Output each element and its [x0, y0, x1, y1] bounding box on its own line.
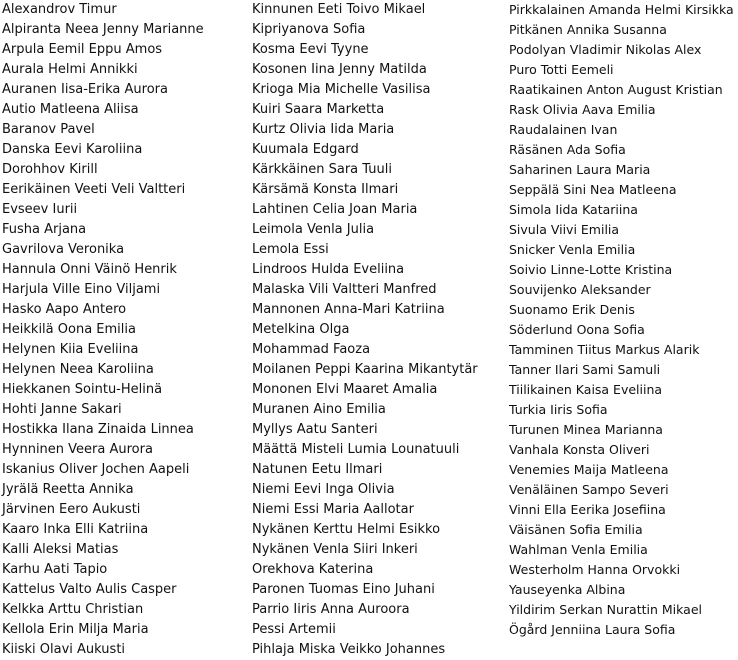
person-name: Kuumala Edgard: [252, 142, 359, 157]
person-name: Niemi Essi Maria Aallotar: [252, 502, 414, 517]
person-name: Nykänen Venla Siiri Inkeri: [252, 542, 418, 557]
person-name: Parrio Iiris Anna Auroora: [252, 602, 410, 617]
person-name: Hohti Janne Sakari: [2, 402, 122, 417]
person-name: Raatikainen Anton August Kristian: [509, 82, 723, 97]
person-name: Arpula Eemil Eppu Amos: [2, 42, 163, 57]
person-name: Kipriyanova Sofia: [252, 22, 366, 37]
person-name: Hannula Onni Väinö Henrik: [2, 262, 177, 277]
person-name: Hasko Aapo Antero: [2, 302, 127, 317]
name-column-2: [252, 0, 478, 660]
person-name: Kurtz Olivia Iida Maria: [252, 122, 395, 137]
person-name: Tiilikainen Kaisa Eveliina: [509, 382, 663, 397]
person-name: Paronen Tuomas Eino Juhani: [252, 582, 435, 597]
person-name: Leimola Venla Julia: [252, 222, 375, 237]
person-name: Fusha Arjana: [2, 222, 87, 237]
person-name: Souvijenko Aleksander: [509, 282, 651, 297]
person-name: Pirkkalainen Amanda Helmi Kirsikka: [509, 2, 734, 17]
person-name: Harjula Ville Eino Viljami: [2, 282, 161, 297]
person-name: Orekhova Katerina: [252, 562, 374, 577]
person-name: Kattelus Valto Aulis Casper: [2, 582, 177, 597]
person-name: Helynen Neea Karoliina: [2, 362, 154, 377]
person-name: Autio Matleena Aliisa: [2, 102, 139, 117]
person-name: Hynninen Veera Aurora: [2, 442, 153, 457]
person-name: Heikkilä Oona Emilia: [2, 322, 136, 337]
person-name: Muranen Aino Emilia: [252, 402, 386, 417]
person-name: Kiiski Olavi Aukusti: [2, 642, 126, 657]
person-name: Turkia Iiris Sofia: [509, 402, 608, 417]
person-name: Tamminen Tiitus Markus Alarik: [509, 342, 700, 357]
person-name: Moilanen Peppi Kaarina Mikantytär: [252, 362, 478, 377]
person-name: Lahtinen Celia Joan Maria: [252, 202, 418, 217]
person-name: Karhu Aati Tapio: [2, 562, 108, 577]
person-name: Auranen Iisa-Erika Aurora: [2, 82, 168, 97]
person-name: Järvinen Eero Aukusti: [2, 502, 141, 517]
person-name: Kärsämä Konsta Ilmari: [252, 182, 399, 197]
person-name: Vinni Ella Eerika Josefiina: [509, 502, 666, 517]
name-column-3: [509, 0, 734, 640]
person-name: Yauseyenka Albina: [509, 582, 626, 597]
person-name: Pihlaja Miska Veikko Johannes: [252, 642, 446, 657]
person-name: Lemola Essi: [252, 242, 329, 257]
person-name: Nykänen Kerttu Helmi Esikko: [252, 522, 441, 537]
person-name: Gavrilova Veronika: [2, 242, 125, 257]
person-name: Myllys Aatu Santeri: [252, 422, 378, 437]
person-name: Snicker Venla Emilia: [509, 242, 636, 257]
person-name: Mannonen Anna-Mari Katriina: [252, 302, 445, 317]
person-name: Venemies Maija Matleena: [509, 462, 669, 477]
person-name: Väisänen Sofia Emilia: [509, 522, 643, 537]
person-name: Söderlund Oona Sofia: [509, 322, 645, 337]
person-name: Alexandrov Timur: [2, 2, 117, 17]
person-name: Baranov Pavel: [2, 122, 95, 137]
person-name: Vanhala Konsta Oliveri: [509, 442, 650, 457]
person-name: Jyrälä Reetta Annika: [2, 482, 134, 497]
person-name: Malaska Vili Valtteri Manfred: [252, 282, 437, 297]
person-name: Kellola Erin Milja Maria: [2, 622, 149, 637]
person-name: Raudalainen Ivan: [509, 122, 618, 137]
person-name: Podolyan Vladimir Nikolas Alex: [509, 42, 702, 57]
person-name: Dorohhov Kirill: [2, 162, 98, 177]
person-name: Danska Eevi Karoliina: [2, 142, 143, 157]
person-name: Ögård Jenniina Laura Sofia: [509, 622, 676, 637]
person-name: Evseev Iurii: [2, 202, 78, 217]
person-name: Soivio Linne-Lotte Kristina: [509, 262, 673, 277]
person-name: Turunen Minea Marianna: [509, 422, 663, 437]
person-name: Kelkka Arttu Christian: [2, 602, 144, 617]
person-name: Saharinen Laura Maria: [509, 162, 651, 177]
person-name: Kärkkäinen Sara Tuuli: [252, 162, 392, 177]
person-name: Pitkänen Annika Susanna: [509, 22, 667, 37]
person-name: Alpiranta Neea Jenny Marianne: [2, 22, 204, 37]
person-name: Metelkina Olga: [252, 322, 350, 337]
person-name: Yildirim Serkan Nurattin Mikael: [509, 602, 702, 617]
person-name: Pessi Artemii: [252, 622, 336, 637]
person-name: Natunen Eetu Ilmari: [252, 462, 383, 477]
person-name: Seppälä Sini Nea Matleena: [509, 182, 677, 197]
person-name: Mohammad Faoza: [252, 342, 371, 357]
person-name: Krioga Mia Michelle Vasilisa: [252, 82, 431, 97]
person-name: Mononen Elvi Maaret Amalia: [252, 382, 438, 397]
person-name: Eerikäinen Veeti Veli Valtteri: [2, 182, 186, 197]
person-name: Westerholm Hanna Orvokki: [509, 562, 681, 577]
person-name: Simola Iida Katariina: [509, 202, 638, 217]
person-name: Määttä Misteli Lumia Lounatuuli: [252, 442, 460, 457]
person-name: Kosonen Iina Jenny Matilda: [252, 62, 427, 77]
person-name: Puro Totti Eemeli: [509, 62, 614, 77]
person-name: Kinnunen Eeti Toivo Mikael: [252, 2, 426, 17]
person-name: Wahlman Venla Emilia: [509, 542, 648, 557]
person-name: Suonamo Erik Denis: [509, 302, 635, 317]
person-name: Iskanius Oliver Jochen Aapeli: [2, 462, 190, 477]
person-name: Kosma Eevi Tyyne: [252, 42, 369, 57]
person-name: Hiekkanen Sointu-Helinä: [2, 382, 163, 397]
person-name: Tanner Ilari Sami Samuli: [509, 362, 661, 377]
person-name: Lindroos Hulda Eveliina: [252, 262, 405, 277]
person-name: Niemi Eevi Inga Olivia: [252, 482, 395, 497]
person-name: Aurala Helmi Annikki: [2, 62, 138, 77]
person-name: Helynen Kiia Eveliina: [2, 342, 139, 357]
person-name: Kaaro Inka Elli Katriina: [2, 522, 149, 537]
person-name: Sivula Viivi Emilia: [509, 222, 620, 237]
person-name: Räsänen Ada Sofia: [509, 142, 626, 157]
person-name: Rask Olivia Aava Emilia: [509, 102, 656, 117]
name-column-1: [2, 0, 204, 660]
person-name: Kuiri Saara Marketta: [252, 102, 385, 117]
person-name: Kalli Aleksi Matias: [2, 542, 119, 557]
person-name: Venäläinen Sampo Severi: [509, 482, 669, 497]
person-name: Hostikka Ilana Zinaida Linnea: [2, 422, 194, 437]
